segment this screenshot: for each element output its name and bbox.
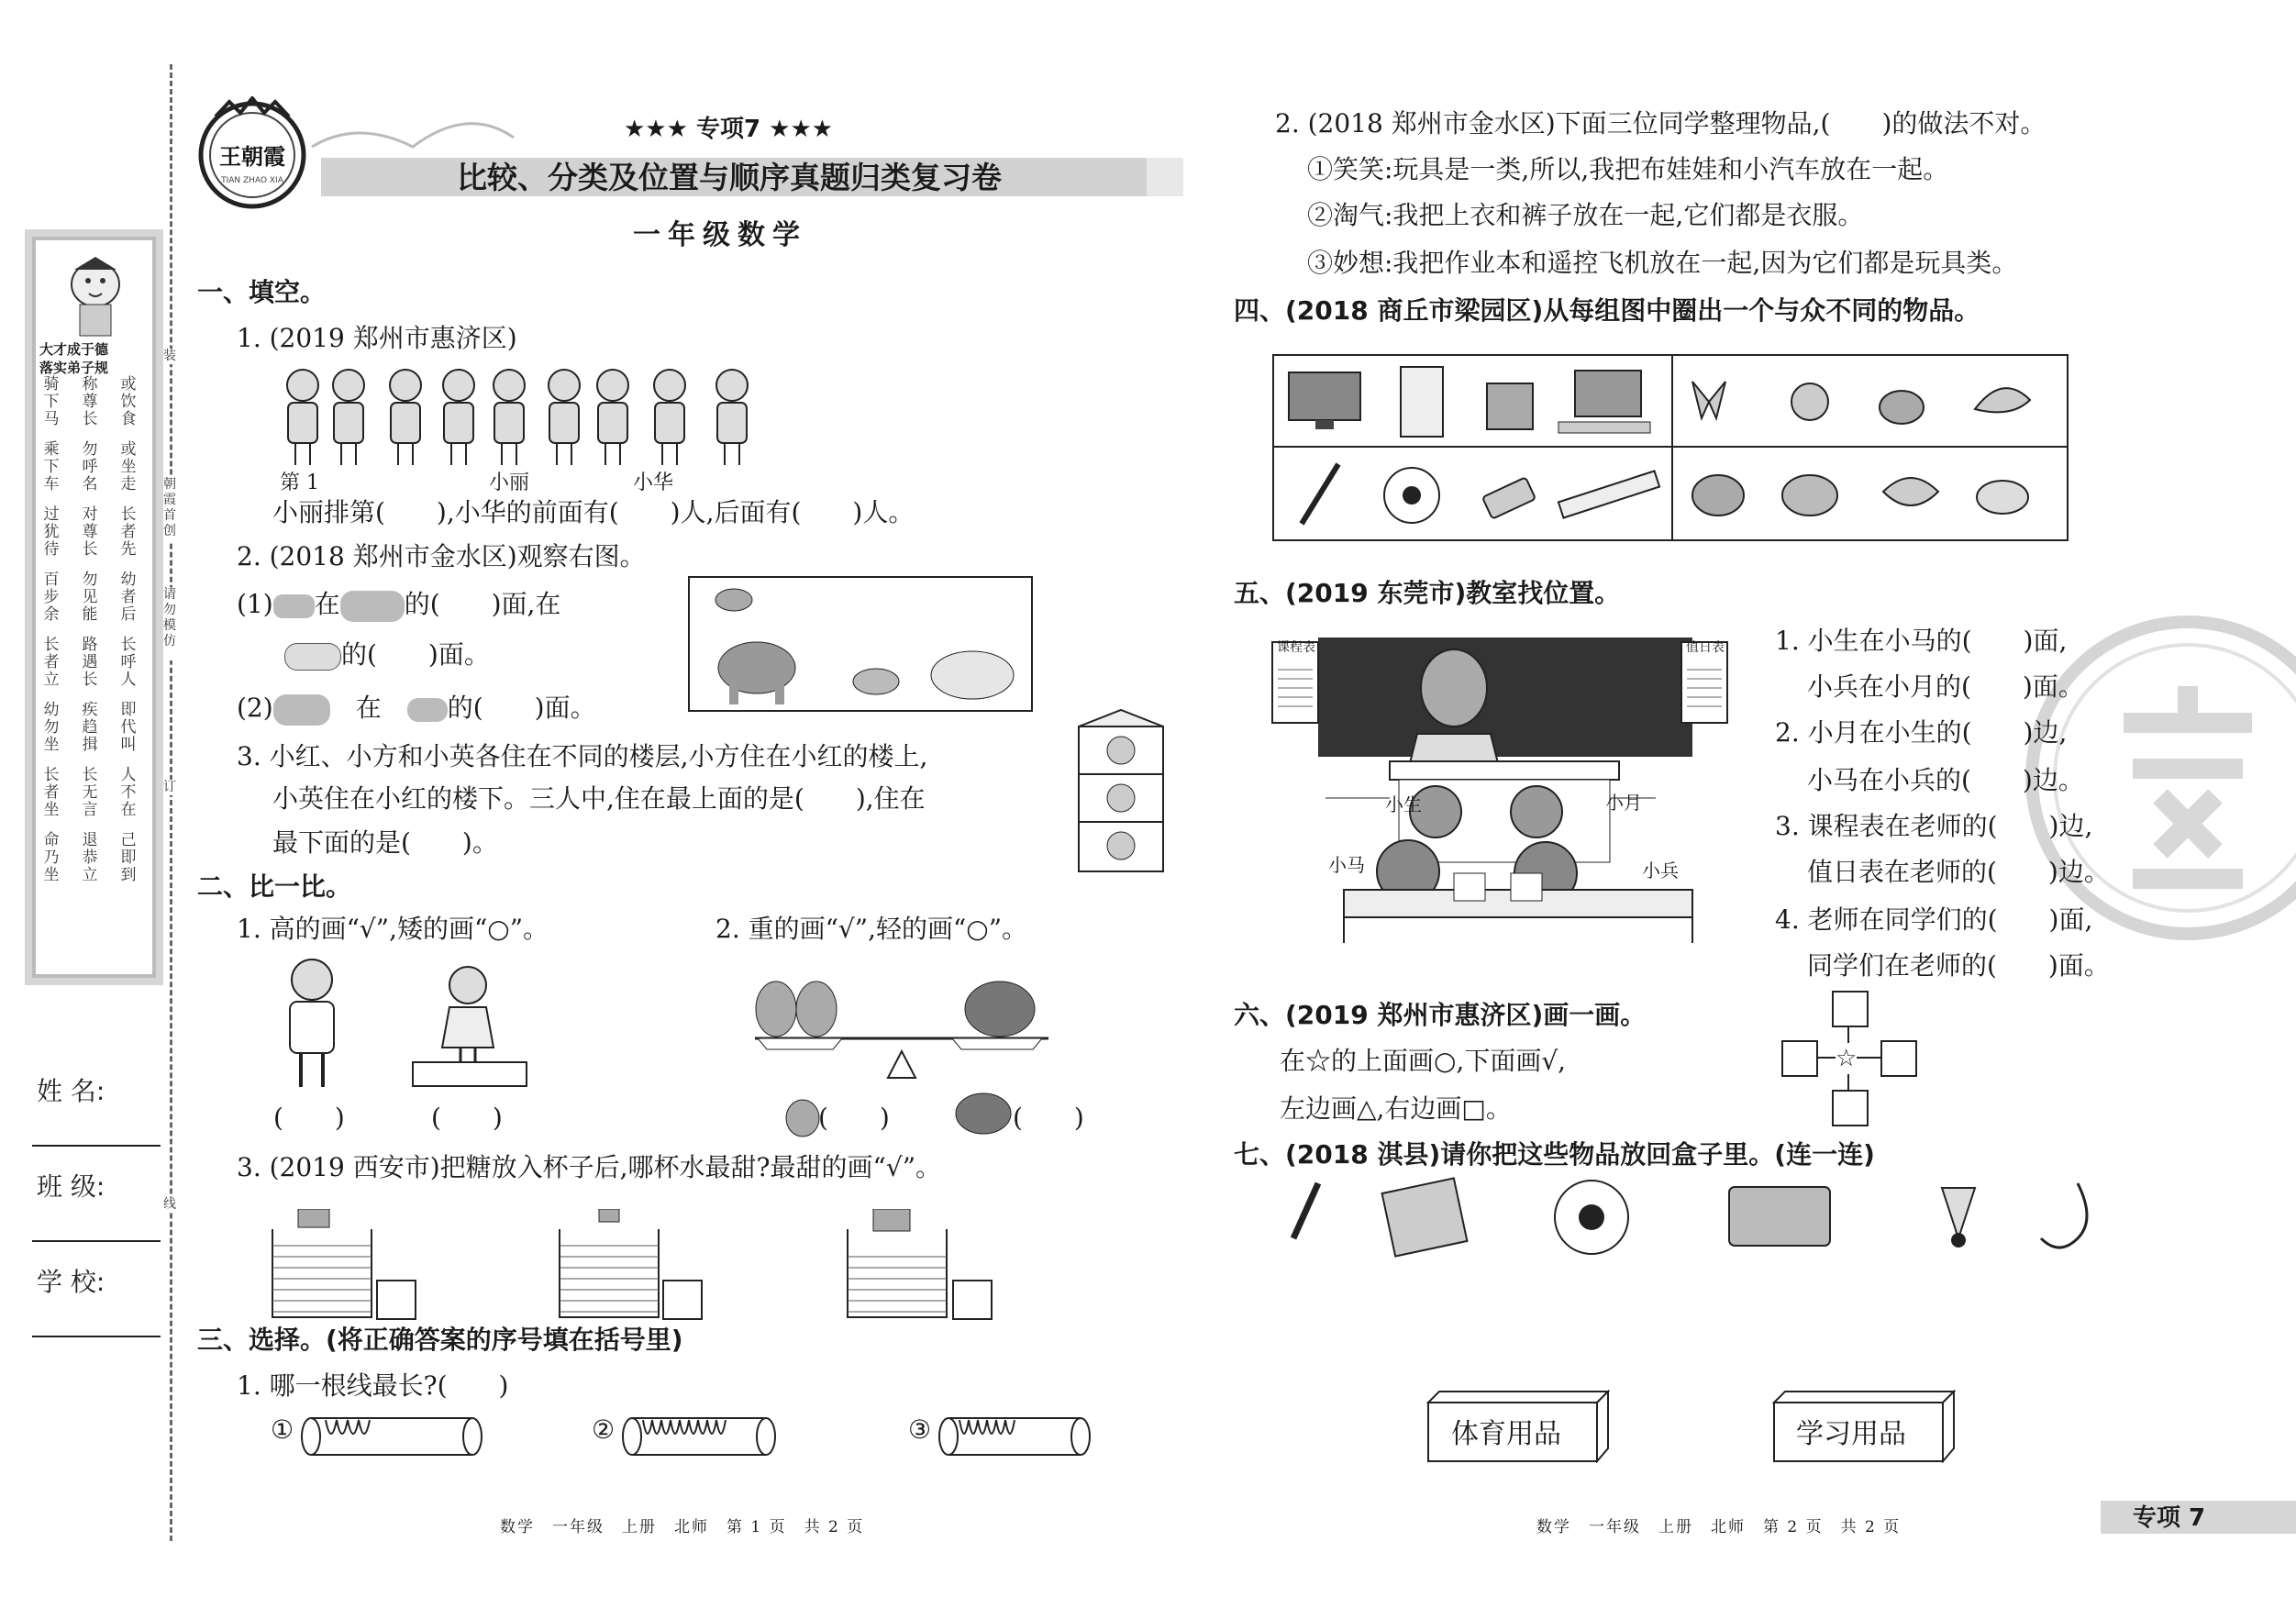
study-box-label: 学习用品 <box>1796 1418 1906 1450</box>
q1-label-xiaoli: 小丽 <box>489 471 530 494</box>
balance-scale-image <box>750 972 1053 1082</box>
watermelon-icon <box>954 1090 1013 1137</box>
label-xiaosheng: 小生 <box>1385 793 1422 815</box>
q1-question: 小丽排第( ),小华的前面有( )人,后面有( )人。 <box>272 497 915 527</box>
q2-line-3: (2) 在 的( )面。 <box>237 693 596 726</box>
compare-q3: 3. (2019 西安市)把糖放入杯子后,哪杯水最甜?最甜的画“√”。 <box>237 1152 942 1182</box>
q5-line-6: 值日表在老师的( )边。 <box>1807 857 2110 887</box>
cup-3-answer-box[interactable] <box>952 1280 993 1320</box>
odd-one-out-table <box>1272 354 2069 541</box>
sports-box-label: 体育用品 <box>1451 1418 1561 1450</box>
items-to-sort-row <box>1280 1174 2151 1275</box>
draw-box-right[interactable] <box>1880 1040 1917 1077</box>
q1-title: 1. (2019 郑州市惠济区) <box>237 323 517 353</box>
draw-box-bottom[interactable] <box>1832 1090 1869 1126</box>
footer-left: 数学 一年级 上册 北师 第 1 页 共 2 页 <box>500 1518 865 1536</box>
section-4-heading: 四、(2018 商丘市梁园区)从每组图中圈出一个与众不同的物品。 <box>1234 295 1980 326</box>
q6-line-2: 左边画△,右边画□。 <box>1280 1093 1512 1124</box>
q5-line-7: 4. 老师在同学们的( )面, <box>1775 904 2093 935</box>
bird-icon <box>407 698 448 722</box>
stationery-row <box>1283 455 1669 532</box>
coil-line-3 <box>936 1411 1096 1462</box>
q2-line-2: 的( )面。 <box>284 639 490 671</box>
option-1-label[interactable]: ① <box>271 1414 294 1445</box>
binding-note-xian: 线 <box>163 1197 176 1212</box>
q5-line-2: 小兵在小月的( )面。 <box>1807 671 2084 702</box>
footer-tag: 专项 7 <box>2133 1504 2206 1532</box>
cup-2-answer-box[interactable] <box>662 1280 703 1320</box>
elephant-icon <box>273 694 330 726</box>
elephant-icon <box>340 591 405 622</box>
motto-line-2: 落实弟子规 <box>39 360 109 376</box>
section-3-heading: 三、选择。(将正确答案的序号填在括号里) <box>197 1325 683 1355</box>
q1-label-xiaohua: 小华 <box>633 471 674 494</box>
choice-q2-title: 2. (2018 郑州市金水区)下面三位同学整理物品,( )的做法不对。 <box>1275 108 2046 139</box>
scholar-cartoon-icon <box>54 248 137 339</box>
q1-label-first: 第 1 <box>280 471 319 494</box>
tall-answer[interactable]: ( ) <box>273 1103 345 1133</box>
motto-line-1: 大才成于德 <box>39 341 109 358</box>
section-7-heading: 七、(2018 淇县)请你把这些物品放回盒子里。(连一连) <box>1234 1139 1875 1170</box>
appliances-row <box>1283 363 1669 440</box>
section-5-heading: 五、(2019 东莞市)教室找位置。 <box>1234 578 1621 608</box>
tall-short-kids-image <box>273 954 539 1092</box>
label-xiaobing: 小兵 <box>1642 859 1679 882</box>
footer-right: 数学 一年级 上册 北师 第 2 页 共 2 页 <box>1536 1518 1902 1536</box>
animals-row <box>1681 363 2067 440</box>
cup-1-answer-box[interactable] <box>376 1280 416 1320</box>
children-queue-image <box>275 362 807 472</box>
motto-col: 称尊长 勿呼名 对尊长 勿见能 路遇长 疾趋揖 长无言 退恭立 <box>82 375 98 884</box>
binding-dashed-line <box>170 64 172 1541</box>
building-floors-image <box>1075 708 1167 873</box>
option-2-label[interactable]: ② <box>592 1414 616 1445</box>
banner-tag: ★★★ 专项7 ★★★ <box>624 116 834 143</box>
label-xiaoma: 小马 <box>1328 854 1365 876</box>
brand-logo <box>193 96 312 211</box>
q5-line-3: 2. 小月在小生的( )边, <box>1775 717 2068 748</box>
page-subtitle: 一年级数学 <box>633 219 807 251</box>
animals-position-image <box>688 576 1033 712</box>
short-answer[interactable]: ( ) <box>431 1103 503 1133</box>
compare-q1: 1. 高的画“√”,矮的画“○”。 <box>237 914 549 944</box>
watermelon-answer[interactable]: ( ) <box>1013 1103 1084 1133</box>
svg-text:TIAN ZHAO XIA: TIAN ZHAO XIA <box>221 176 283 185</box>
page-title: 比较、分类及位置与顺序真题归类复习卷 <box>457 160 1002 195</box>
q3-line-1: 3. 小红、小方和小英各住在不同的楼层,小方住在小红的楼上, <box>237 741 928 771</box>
binding-note-ding: 订 <box>163 780 176 794</box>
pineapple-answer[interactable]: ( ) <box>818 1103 890 1133</box>
q3-line-3: 最下面的是( )。 <box>272 827 498 858</box>
svg-text:王朝霞: 王朝霞 <box>219 143 285 170</box>
motto-col: 骑下马 乘下车 过犹待 百步余 长者立 幼勿坐 长者坐 命乃坐 <box>43 375 60 884</box>
class-field[interactable] <box>32 1240 161 1242</box>
motto-panel <box>32 237 156 978</box>
q5-line-4: 小马在小兵的( )边。 <box>1807 765 2084 795</box>
q2-title: 2. (2018 郑州市金水区)观察右图。 <box>237 541 646 571</box>
section-6-heading: 六、(2019 郑州市惠济区)画一画。 <box>1234 1000 1647 1030</box>
label-schedule: 课程表 <box>1277 640 1315 655</box>
q6-line-1: 在☆的上面画○,下面画√, <box>1280 1046 1567 1076</box>
school-field[interactable] <box>32 1336 161 1337</box>
q5-line-1: 1. 小生在小马的( )面, <box>1775 626 2068 656</box>
sea-creatures-row <box>1681 455 2067 532</box>
option-3-label[interactable]: ③ <box>908 1414 932 1445</box>
section-2-heading: 二、比一比。 <box>197 871 352 902</box>
choice-q2-option-1: ①笑笑:玩具是一类,所以,我把布娃娃和小汽车放在一起。 <box>1307 154 1949 184</box>
q5-line-5: 3. 课程表在老师的( )边, <box>1775 811 2093 841</box>
q3-line-2: 小英住在小红的楼下。三人中,住在最上面的是( ),住在 <box>272 783 926 814</box>
label-xiaoyue: 小月 <box>1605 792 1642 814</box>
compare-q2: 2. 重的画“√”,轻的画“○”。 <box>715 914 1028 944</box>
school-label: 学 校: <box>37 1267 105 1297</box>
q2-line-1: (1) 在 的( )面,在 <box>237 589 560 622</box>
class-label: 班 级: <box>37 1171 105 1202</box>
motto-col: 或饮食 或坐走 长者先 幼者后 长呼人 即代叫 人不在 己即到 <box>120 375 137 884</box>
choice-q2-option-2: ②淘气:我把上衣和裤子放在一起,它们都是衣服。 <box>1307 200 1864 230</box>
draw-box-top[interactable] <box>1832 991 1869 1027</box>
coil-line-2 <box>619 1411 784 1462</box>
pig-icon <box>284 643 341 671</box>
draw-box-left[interactable] <box>1781 1040 1818 1077</box>
binding-note-brand: 朝霞首创 <box>161 477 178 541</box>
label-duty-roster: 值日表 <box>1686 640 1725 655</box>
binding-note-warning: 请勿模仿 <box>161 587 178 660</box>
classroom-image <box>1270 633 1743 945</box>
star-icon: ☆ <box>1836 1045 1858 1072</box>
name-field[interactable] <box>32 1145 161 1147</box>
cat-icon <box>273 594 315 618</box>
coil-line-1 <box>298 1411 491 1462</box>
choice-q2-option-3: ③妙想:我把作业本和遥控飞机放在一起,因为它们都是玩具类。 <box>1307 248 2018 278</box>
section-1-heading: 一、填空。 <box>197 277 327 307</box>
choice-q1: 1. 哪一根线最长?( ) <box>237 1370 509 1401</box>
name-label: 姓 名: <box>37 1076 105 1106</box>
binding-note-zhuang: 装 <box>163 349 176 363</box>
q5-line-8: 同学们在老师的( )面。 <box>1807 950 2110 981</box>
